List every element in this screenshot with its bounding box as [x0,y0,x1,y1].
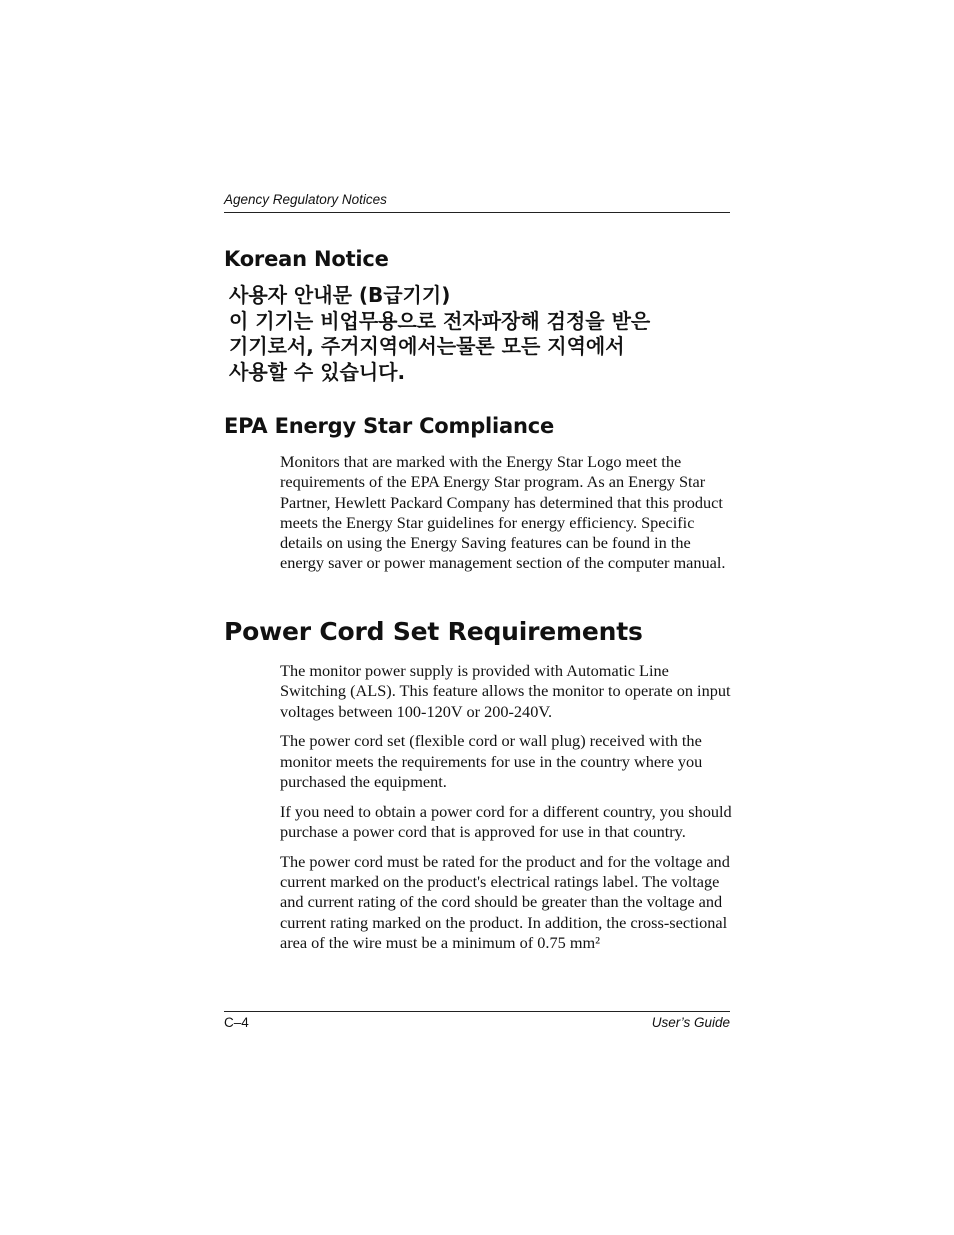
running-footer [224,1011,730,1033]
page-number: C–4 [224,1015,249,1030]
korean-notice-line: 사용할 수 있습니다. [229,359,406,384]
korean-notice-line: 기기로서, 주거지역에서는물론 모든 지역에서 [229,334,625,358]
korean-notice-line: 이 기기는 비업무용으로 전자파장해 검정을 받은 [229,308,651,333]
power-cord-paragraph: The power cord set (flexible cord or wall plug) received with the monitor meets the requirements for use in the country where you purchased the equipment. [280,731,703,791]
energy-star-heading: EPA Energy Star Compliance [224,414,555,438]
korean-notice-text [229,283,699,385]
korean-notice-heading: Korean Notice [224,247,389,271]
power-cord-paragraph: The power cord must be rated for the product and for the voltage and current marked on the product's electrical ratings label. The voltage and current rating of the cord should be greater than the voltage and current rating marked on the product. In addition, the cross-sectional area of the wire must be a minimum of 0.75 mm² [280,851,730,953]
power-cord-heading: Power Cord Set Requirements [224,617,643,646]
energy-star-paragraph: Monitors that are marked with the Energy Star Logo meet the requirements of the EPA Energy Star program. As an Energy Star Partner, Hewlett Packard Company has determined that this product meets the Energy Star guidelines for energy efficiency. Specific details on using the Energy Saving features can be found in the energy saver or power management section of the computer manual. [280,452,726,573]
power-cord-paragraph: If you need to obtain a power cord for a different country, you should purchase a power cord that is approved for use in that country. [280,801,732,842]
korean-notice-line: 사용자 안내문 (B급기기) [229,283,451,307]
running-header-title: Agency Regulatory Notices [224,192,387,207]
power-cord-body [280,661,732,963]
power-cord-paragraph: The monitor power supply is provided with Automatic Line Switching (ALS). This feature allows the monitor to operate on input voltages between 100-120V or 200-240V. [280,661,731,721]
running-header [224,190,730,213]
guide-title: User’s Guide [651,1015,730,1030]
energy-star-body [280,452,732,583]
